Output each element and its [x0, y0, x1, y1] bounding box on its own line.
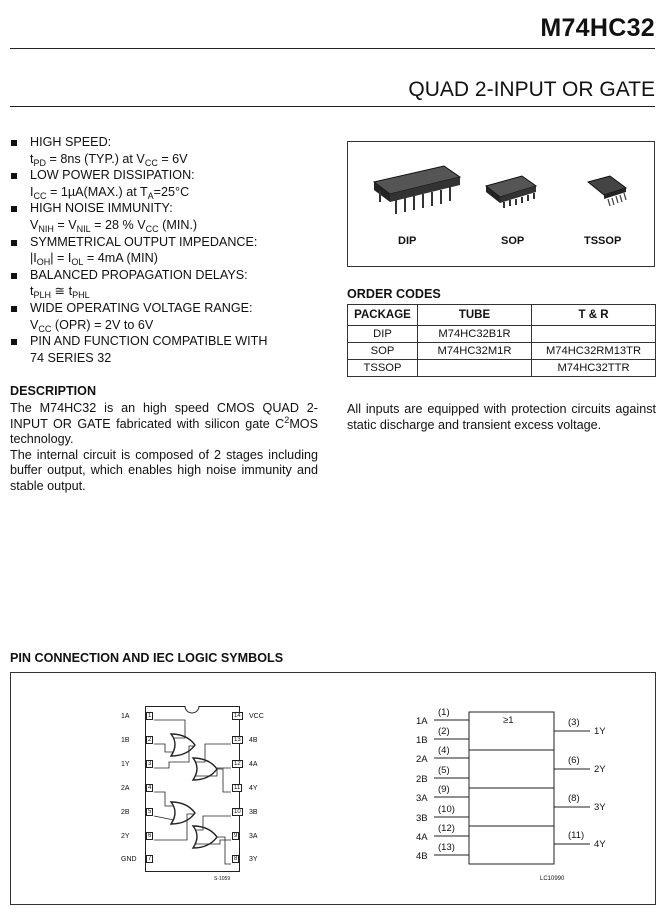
table-header: PACKAGE	[348, 305, 418, 326]
iec-output-pin: (11)	[568, 830, 585, 841]
pin-label-right: VCC	[249, 713, 264, 720]
pin-label-right: 4Y	[249, 784, 258, 792]
pin-label-right: 3Y	[249, 856, 258, 864]
feature-detail: $V_{CC}$ (OPR) = 2V to 6V	[30, 317, 154, 334]
iec-input-pin: (12)	[438, 823, 455, 834]
page-subtitle: QUAD 2-INPUT OR GATE	[408, 78, 655, 101]
iec-input-pin: (1)	[438, 707, 450, 718]
table-cell: TSSOP	[348, 360, 418, 377]
feature-item	[10, 200, 330, 233]
feature-detail: $t_{PD} = 8ns$ (TYP.) at $V_{CC} = 6V$	[30, 151, 188, 168]
bullet-icon	[11, 273, 17, 279]
table-cell	[418, 360, 532, 377]
table-cell: M74HC32TTR	[532, 360, 656, 377]
pin-label-right: 4B	[249, 736, 258, 744]
bullet-icon	[11, 306, 17, 312]
feature-heading: SYMMETRICAL OUTPUT IMPEDANCE:	[30, 234, 258, 249]
tssop-package-icon	[588, 176, 626, 206]
feature-item	[10, 333, 330, 366]
pin-number-right: 11	[234, 784, 241, 791]
dip-package-icon	[374, 166, 460, 214]
pin-number-right: 13	[234, 736, 241, 743]
iec-input-label: 4B	[416, 851, 428, 862]
dip-gates-drawing	[145, 706, 240, 872]
table-cell	[532, 326, 656, 343]
feature-item	[10, 167, 330, 200]
iec-input-pin: (4)	[438, 745, 450, 756]
protection-text: All inputs are equipped with protection circuits against static discharge and transient excess voltage.	[347, 402, 656, 432]
dip-outline	[145, 706, 240, 872]
feature-heading: BALANCED PROPAGATION DELAYS:	[30, 267, 248, 282]
iec-output-label: 3Y	[594, 802, 606, 813]
pin-number-left: 6	[148, 832, 152, 839]
table-header: TUBE	[418, 305, 532, 326]
pin-number-right: 10	[234, 808, 241, 815]
iec-input-pin: (2)	[438, 726, 450, 737]
dip-label: DIP	[398, 235, 417, 247]
iec-input-label: 3A	[416, 793, 428, 804]
feature-heading: HIGH NOISE IMMUNITY:	[30, 201, 173, 216]
iec-output-label: 4Y	[594, 839, 606, 850]
package-box	[347, 141, 655, 267]
table-cell: M74HC32B1R	[418, 326, 532, 343]
table-row	[348, 343, 656, 360]
iec-input-label: 2A	[416, 754, 428, 765]
bullet-icon	[11, 173, 17, 179]
feature-detail: $t_{PLH}$ ≅ $t_{PHL}$	[30, 284, 90, 301]
feature-heading: LOW POWER DISSIPATION:	[30, 168, 195, 183]
table-row	[348, 326, 656, 343]
pin-number-right: 8	[234, 856, 238, 863]
table-cell: M74HC32M1R	[418, 343, 532, 360]
iec-input-label: 1B	[416, 735, 428, 746]
pin-number-right: 14	[234, 713, 241, 719]
order-codes-title: ORDER CODES	[347, 287, 441, 301]
pin-label-left: 2A	[121, 784, 130, 792]
sop-label: SOP	[501, 235, 525, 247]
feature-detail: 74 SERIES 32	[30, 350, 112, 365]
pin-section-title: PIN CONNECTION AND IEC LOGIC SYMBOLS	[10, 651, 284, 665]
header-rule	[10, 48, 655, 49]
pin-label-right: 4A	[249, 760, 258, 768]
sop-package-icon	[486, 176, 536, 208]
iec-input-label: 2B	[416, 774, 428, 785]
pin-number-right: 12	[234, 760, 241, 767]
iec-input-label: 4A	[416, 832, 428, 843]
iec-input-pin: (10)	[438, 804, 455, 815]
order-codes-table	[347, 304, 656, 377]
iec-input-pin: (9)	[438, 784, 450, 795]
features-list	[10, 134, 330, 366]
iec-output-pin: (3)	[568, 717, 580, 728]
pin-label-left: GND	[121, 856, 137, 864]
pin-label-left: 1A	[121, 713, 130, 720]
feature-item	[10, 300, 330, 333]
iec-input-label: 3B	[416, 813, 428, 824]
feature-heading: PIN AND FUNCTION COMPATIBLE WITH	[30, 334, 268, 349]
iec-input-pin: (13)	[438, 842, 455, 853]
iec-input-label: 1A	[416, 716, 428, 727]
pin-label-left: 1B	[121, 736, 130, 744]
pin-label-right: 3A	[249, 832, 258, 840]
pin-diagram-box	[10, 672, 656, 905]
feature-detail: $|I_{OH}| = I_{OL} = 4mA$ (MIN)	[30, 251, 158, 268]
iec-or-symbol: ≥1	[503, 715, 514, 726]
description-title: DESCRIPTION	[10, 384, 97, 398]
feature-heading: WIDE OPERATING VOLTAGE RANGE:	[30, 300, 253, 315]
iec-output-pin: (6)	[568, 755, 580, 766]
pin-label-left: 2Y	[121, 832, 130, 840]
feature-detail: $I_{CC} = 1\mu A(MAX.)$ at $T_A=25^\circ C$	[30, 184, 190, 201]
bullet-icon	[11, 339, 17, 345]
package-drawings	[348, 142, 654, 232]
pin-number-left: 5	[148, 808, 152, 815]
pin-number-left: 4	[148, 784, 152, 791]
tssop-label: TSSOP	[584, 235, 622, 247]
pin-number-left: 1	[148, 713, 152, 719]
subtitle-rule	[10, 106, 655, 107]
iec-input-pin: (5)	[438, 765, 450, 776]
feature-item	[10, 134, 330, 167]
pin-number-left: 3	[148, 760, 152, 767]
bullet-icon	[11, 240, 17, 246]
pin-label-left: 1Y	[121, 760, 130, 768]
feature-item	[10, 267, 330, 300]
pin-number-right: 9	[234, 832, 238, 839]
pin-label-left: 2B	[121, 808, 130, 816]
table-cell: SOP	[348, 343, 418, 360]
table-cell: M74HC32RM13TR	[532, 343, 656, 360]
feature-heading: HIGH SPEED:	[30, 135, 112, 149]
feature-item	[10, 234, 330, 267]
pin-label-right: 3B	[249, 808, 258, 816]
part-number-title: M74HC32	[540, 14, 655, 42]
table-row	[348, 360, 656, 377]
table-cell: DIP	[348, 326, 418, 343]
table-header: T & R	[532, 305, 656, 326]
dip-code: S-1059	[214, 876, 231, 882]
iec-output-pin: (8)	[568, 793, 580, 804]
pin-number-left: 7	[148, 856, 152, 863]
iec-code: LC10990	[540, 876, 565, 882]
bullet-icon	[11, 206, 17, 212]
bullet-icon	[11, 140, 17, 146]
iec-output-label: 1Y	[594, 726, 606, 737]
iec-output-label: 2Y	[594, 764, 606, 775]
feature-detail: $V_{NIH} = V_{NIL} = 28$ % $V_{CC}$ (MIN.)	[30, 217, 198, 234]
description-text: The M74HC32 is an high speed CMOS QUAD 2-INPUT OR GATE fabricated with silicon gate $C^2MOS$ technology. The internal circuit is composed of 2 stages including buffer output, which enables high noise immunity and stable output.	[10, 401, 318, 493]
pin-number-left: 2	[148, 736, 152, 743]
